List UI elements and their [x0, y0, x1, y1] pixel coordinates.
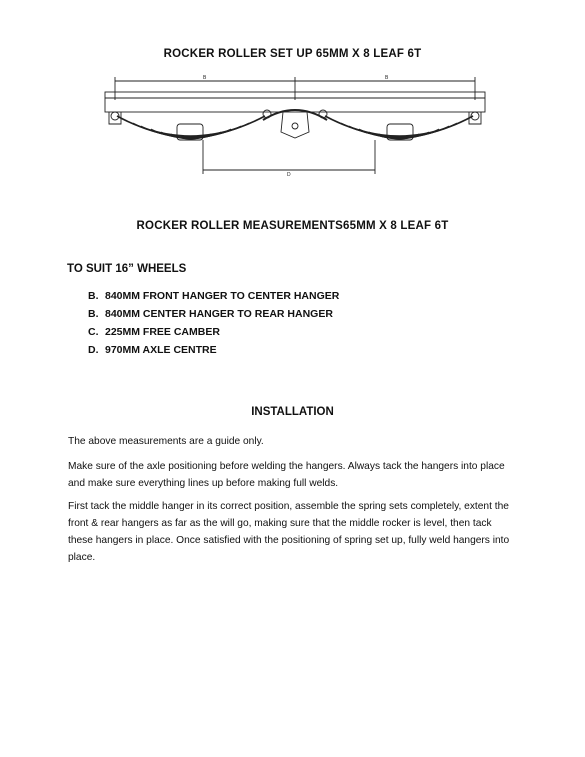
spring-setup-diagram: [95, 70, 495, 182]
measurement-item: [88, 287, 339, 305]
page-title: ROCKER ROLLER SET UP 65MM X 8 LEAF 6T: [163, 48, 422, 60]
measurement-item: [88, 323, 339, 341]
measurement-letter: B.: [88, 308, 99, 320]
measurements-title: ROCKER ROLLER MEASUREMENTS65MM X 8 LEAF 6T: [136, 220, 449, 232]
measurement-text: 840MM FRONT HANGER TO CENTER HANGER: [105, 290, 340, 302]
center-hanger: [281, 112, 309, 138]
label-b-front: B: [203, 75, 207, 81]
measurement-item: [88, 341, 339, 359]
measurement-letter: D.: [88, 344, 99, 356]
label-b-rear: B: [385, 75, 389, 81]
installation-paragraph: Make sure of the axle positioning before welding the hangers. Always tack the hangers into place and make sure everything lines up before making full welds.: [68, 461, 505, 489]
measurement-text: 840MM CENTER HANGER TO REAR HANGER: [105, 308, 333, 320]
center-pivot: [292, 123, 298, 129]
wheel-size-heading: TO SUIT 16” WHEELS: [67, 263, 187, 275]
measurement-text: 225MM FREE CAMBER: [105, 326, 220, 338]
rocker: [263, 110, 327, 120]
measurement-letter: B.: [88, 290, 99, 302]
rear-spring-pack: [325, 116, 473, 139]
installation-paragraph: First tack the middle hanger in its correct position, assemble the spring sets completely, extent the front & rear hangers as far as the will go, making sure that the middle rocker is level, then tack these hangers in place. Once satisfied with the positioning of spring set up, fully weld hangers into place.: [68, 501, 510, 563]
installation-paragraph: The above measurements are a guide only.: [68, 436, 264, 447]
measurement-letter: C.: [88, 326, 99, 338]
front-spring-pack: [117, 116, 265, 139]
label-d: D: [287, 172, 291, 178]
installation-heading: INSTALLATION: [251, 406, 334, 418]
measurement-item: [88, 305, 339, 323]
measurement-text: 970MM AXLE CENTRE: [105, 344, 217, 356]
measurements-list: [88, 287, 339, 359]
